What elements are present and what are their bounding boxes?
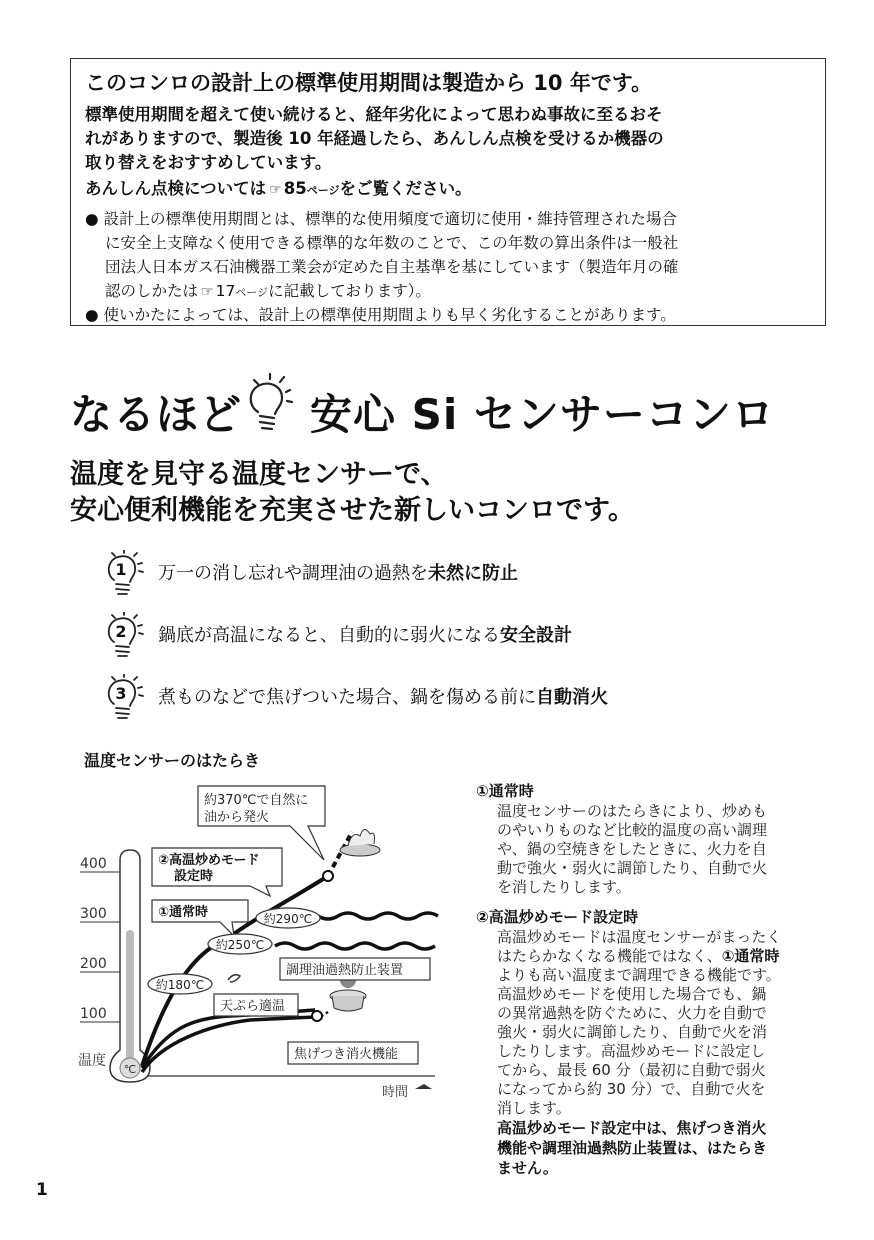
bullet-item (85, 207, 677, 229)
oil-device-label: 調理油過熱防止装置 (286, 963, 404, 978)
subtitle-line1: 温度を見守る温度センサーで、 (70, 459, 448, 490)
mode-high-line1: ②高温炒めモード (158, 853, 260, 868)
tick-label: 100 (80, 1006, 107, 1022)
feature-emphasis: 未然に防止 (428, 563, 518, 584)
right-p2-text: はたらかなくなる機能ではなく、 (497, 947, 722, 965)
right-p2-line: 高温炒めモードは温度センサーがまったく (497, 928, 782, 946)
t180-label: 約180℃ (155, 978, 205, 992)
bullet-icon: ● (85, 306, 104, 324)
right-p2-line: したりします。高温炒めモードに設定し (497, 1042, 766, 1060)
feature-num: 3 (115, 684, 127, 703)
feature-item-3 (104, 674, 804, 718)
tempura-label: 天ぷら適温 (220, 999, 286, 1014)
feature-desc: 煮ものなどで焦げついた場合、鍋を傷める前に (158, 687, 536, 708)
numbered-bulb-icon (104, 674, 154, 722)
bullet-cont: 団法人日本ガス石油機器工業会が定めた自主基準を基にしています（製造年月の確 (105, 258, 679, 276)
bullet-text: 設計上の標準使用期間とは、標準的な使用頻度で適切に使用・維持管理された場合 (103, 210, 677, 228)
right-p2-line: てから、最長 60 分（最初に自動で弱火 (497, 1061, 766, 1079)
feature-num: 1 (115, 560, 127, 579)
feature-desc: 万一の消し忘れや調理油の過熱を (158, 563, 428, 584)
burn-label: 焦げつき消火機能 (294, 1047, 399, 1062)
temp-axis-label: 温度 (78, 1053, 106, 1069)
thermo-symbol: ℃ (123, 1063, 137, 1076)
right-p2-line: よりも高い温度まで調理できる機能です。 (497, 966, 781, 984)
right-heading-high: ②高温炒めモード設定時 (476, 908, 639, 926)
title-part1: なるほど (70, 390, 243, 439)
ref-page: 17 (215, 282, 236, 300)
bullet-cont: に安全上支障なく使用できる標準的な年数のことで、この年数の算出条件は一般社 (105, 234, 679, 252)
arrow-right-icon (415, 1084, 432, 1089)
numbered-bulb-icon (104, 612, 154, 660)
bullet-icon: ● (85, 210, 104, 228)
right-p2-emphasis: ①通常時 (721, 947, 780, 965)
notice-box (70, 58, 826, 326)
pointing-hand-icon: ☞ (201, 284, 213, 300)
right-p2-line: 高温炒めモードを使用した場合でも、鍋 (497, 985, 767, 1003)
t290-label: 約290℃ (263, 912, 313, 926)
check-post: をご覧ください。 (339, 179, 472, 198)
mode-high-line2: 設定時 (174, 869, 214, 884)
right-p1-line: のやいりものなど比較的温度の高い調理 (497, 821, 768, 839)
main-title (70, 382, 775, 442)
tick-label: 300 (80, 906, 107, 922)
tick-label: 200 (80, 956, 107, 972)
right-p2-bold-line: ません。 (497, 1159, 558, 1177)
right-p2-line: になってから約 30 分）で、自動で火を (497, 1080, 766, 1098)
bullet-cont-last (105, 279, 431, 301)
notice-title: このコンロの設計上の標準使用期間は製造から 10 年です。 (85, 71, 653, 95)
numbered-bulb-icon (104, 550, 154, 598)
feature-text (158, 621, 572, 647)
notice-body-line: 標準使用期間を超えて使い続けると、経年劣化によって思わぬ事故に至るおそ (85, 105, 663, 124)
right-p2-line: 消します。 (497, 1099, 571, 1117)
bullet-text: 認のしかたは (105, 282, 199, 300)
point-burn (312, 1011, 322, 1021)
right-p1-line: 温度センサーのはたらきにより、炒めも (497, 802, 768, 820)
feature-text (158, 559, 518, 585)
page-unit: ページ (235, 286, 269, 299)
title-part2: 安心 Si センサーコンロ (310, 390, 775, 439)
feature-text (158, 683, 608, 709)
check-pre: あんしん点検については (85, 179, 267, 198)
feature-emphasis: 安全設計 (500, 625, 572, 646)
shrimp-icon (228, 975, 240, 982)
right-p2-line (497, 945, 779, 966)
right-p2-line: の異常過熱を防ぐために、火力を自動で (497, 1004, 768, 1022)
lightbulb-icon (240, 372, 302, 436)
temperature-diagram (70, 780, 450, 1100)
page-number: 1 (36, 1180, 48, 1200)
callout-370-line2: 油から発火 (204, 810, 270, 825)
notice-body-line: 取り替えをおすすめしています。 (85, 153, 332, 172)
feature-desc: 鍋底が高温になると、自動的に弱火になる (158, 625, 500, 646)
bullet-text: 使いかたによっては、設計上の標準使用期間よりも早く劣化することがあります。 (103, 306, 676, 324)
callout-370-line1: 約370℃で自然に (204, 793, 309, 808)
feature-emphasis: 自動消火 (536, 687, 608, 708)
right-p2-bold-line: 機能や調理油過熱防止装置は、はたらき (497, 1139, 768, 1157)
right-p2-bold-line: 高温炒めモード設定中は、焦げつき消火 (497, 1119, 767, 1137)
flaming-pot-icon (340, 829, 380, 856)
check-page: 85 (283, 179, 307, 198)
feature-item-2 (104, 612, 804, 656)
point-370 (323, 871, 333, 881)
right-p2-line: 強火・弱火に調節したり、自動で火を消 (497, 1023, 768, 1041)
pointing-hand-icon: ☞ (269, 182, 281, 198)
wave-250 (275, 943, 435, 949)
notice-body-line: れがありますので、製造後 10 年経過したら、あんしん点検を受けるか機器の (85, 129, 664, 148)
section-title: 温度センサーのはたらき (84, 751, 261, 770)
mode-normal-label: ①通常時 (158, 905, 209, 920)
t250-label: 約250℃ (215, 938, 265, 952)
bullet-item (85, 303, 676, 325)
page-unit: ページ (306, 184, 340, 197)
right-p1-line: や、鍋の空焼きをしたときに、火力を自 (497, 840, 767, 858)
right-heading-normal: ①通常時 (476, 782, 534, 800)
subtitle-line2: 安心便利機能を充実させた新しいコンロです。 (70, 495, 635, 526)
bullet-text: に記載しております）。 (268, 282, 431, 300)
feature-num: 2 (115, 622, 127, 641)
thermometer-level (126, 930, 134, 1060)
right-p1-line: 動で強火・弱火に調節したり、自動で火 (497, 859, 768, 877)
feature-item-1 (104, 550, 804, 594)
notice-check-line (85, 175, 471, 199)
time-axis-label: 時間 (382, 1085, 409, 1100)
tick-label: 400 (80, 856, 107, 872)
right-p1-line: を消したりします。 (497, 878, 631, 896)
